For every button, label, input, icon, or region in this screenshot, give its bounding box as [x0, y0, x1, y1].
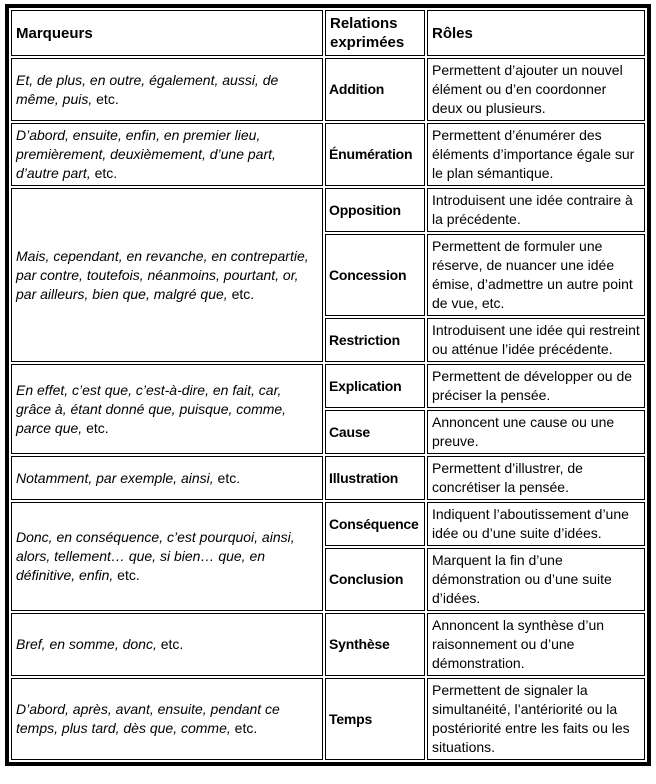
- markers-cell: [11, 678, 323, 760]
- role-cell: Permettent d’ajouter un nouvel élément ou d’en coordonner deux ou plusieurs.: [427, 58, 645, 121]
- markers-text: Mais, cependant, en revanche, en contrepartie, par contre, toutefois, néanmoins, pourtant, or, par ailleurs, bien que, malgré que,: [16, 247, 309, 302]
- markers-text: En effet, c’est que, c’est-à-dire, en fait, car, grâce à, étant donné que, puisque, comme, parce que,: [16, 381, 287, 436]
- table-row: [11, 613, 645, 676]
- etc-suffix: etc.: [117, 567, 140, 583]
- etc-suffix: etc.: [234, 720, 258, 736]
- markers-cell: [11, 123, 323, 186]
- relation-cell: Énumération: [325, 123, 425, 186]
- header-row: [11, 10, 645, 56]
- markers-text: Donc, en conséquence, c’est pourquoi, ainsi, alors, tellement… que, si bien… que, en définitive, enfin,: [16, 529, 295, 583]
- role-cell: Introduisent une idée qui restreint ou atténue l’idée précédente.: [427, 318, 645, 362]
- header-relations: Relations exprimées: [325, 10, 425, 56]
- table-row: [11, 58, 645, 121]
- role-cell: Permettent d’illustrer, de concrétiser la pensée.: [427, 456, 645, 500]
- table-row: [11, 123, 645, 186]
- markers-text: D’abord, ensuite, enfin, en premier lieu, premièrement, deuxièmement, d’une part, d’autre part,: [16, 127, 276, 181]
- table-row: [11, 456, 645, 500]
- etc-suffix: etc.: [94, 165, 118, 181]
- role-cell: Permettent de formuler une réserve, de nuancer une idée émise, d’admettre un autre point de vue, etc.: [427, 234, 645, 316]
- connectors-table: [5, 4, 651, 766]
- relation-cell: Temps: [325, 678, 425, 760]
- relation-cell: Cause: [325, 410, 425, 454]
- relation-cell: Synthèse: [325, 613, 425, 676]
- etc-suffix: etc.: [231, 285, 255, 302]
- markers-text: D’abord, après, avant, ensuite, pendant ce temps, plus tard, dès que, comme,: [16, 701, 280, 736]
- markers-cell: [11, 613, 323, 676]
- relation-cell: Restriction: [325, 318, 425, 362]
- table-body: [11, 58, 645, 760]
- role-cell: Permettent d’énumérer des éléments d’importance égale sur le plan sémantique.: [427, 123, 645, 186]
- role-cell: Permettent de développer ou de préciser la pensée.: [427, 364, 645, 408]
- role-cell: Indiquent l’aboutissement d’une idée ou d’une suite d’idées.: [427, 502, 645, 546]
- role-cell: Permettent de signaler la simultanéité, l’antériorité ou la postériorité entre les faits ou les situations.: [427, 678, 645, 760]
- etc-suffix: etc.: [160, 636, 184, 652]
- relation-cell: Conséquence: [325, 502, 425, 546]
- table-row: [11, 502, 645, 546]
- relation-cell: Opposition: [325, 188, 425, 232]
- relation-cell: Explication: [325, 364, 425, 408]
- markers-text: Bref, en somme, donc,: [16, 636, 161, 652]
- markers-text: Notamment, par exemple, ainsi,: [16, 469, 218, 486]
- role-cell: Annoncent la synthèse d’un raisonnement ou d’une démonstration.: [427, 613, 645, 676]
- role-cell: Marquent la fin d’une démonstration ou d’une suite d’idées.: [427, 548, 645, 611]
- header-roles: Rôles: [427, 10, 645, 56]
- etc-suffix: etc.: [86, 419, 109, 436]
- table-row: [11, 188, 645, 232]
- table-row: [11, 364, 645, 408]
- markers-text: Et, de plus, en outre, également, aussi, de même, puis,: [16, 71, 279, 107]
- role-cell: Annoncent une cause ou une preuve.: [427, 410, 645, 454]
- etc-suffix: etc.: [96, 90, 119, 107]
- markers-cell: [11, 58, 323, 121]
- relation-cell: Conclusion: [325, 548, 425, 611]
- role-cell: Introduisent une idée contraire à la précédente.: [427, 188, 645, 232]
- table-row: [11, 678, 645, 760]
- relation-cell: Illustration: [325, 456, 425, 500]
- relation-cell: Addition: [325, 58, 425, 121]
- header-marqueurs: Marqueurs: [11, 10, 323, 56]
- markers-cell: [11, 188, 323, 362]
- markers-cell: [11, 502, 323, 611]
- etc-suffix: etc.: [217, 469, 241, 486]
- markers-cell: [11, 364, 323, 454]
- markers-cell: [11, 456, 323, 500]
- relation-cell: Concession: [325, 234, 425, 316]
